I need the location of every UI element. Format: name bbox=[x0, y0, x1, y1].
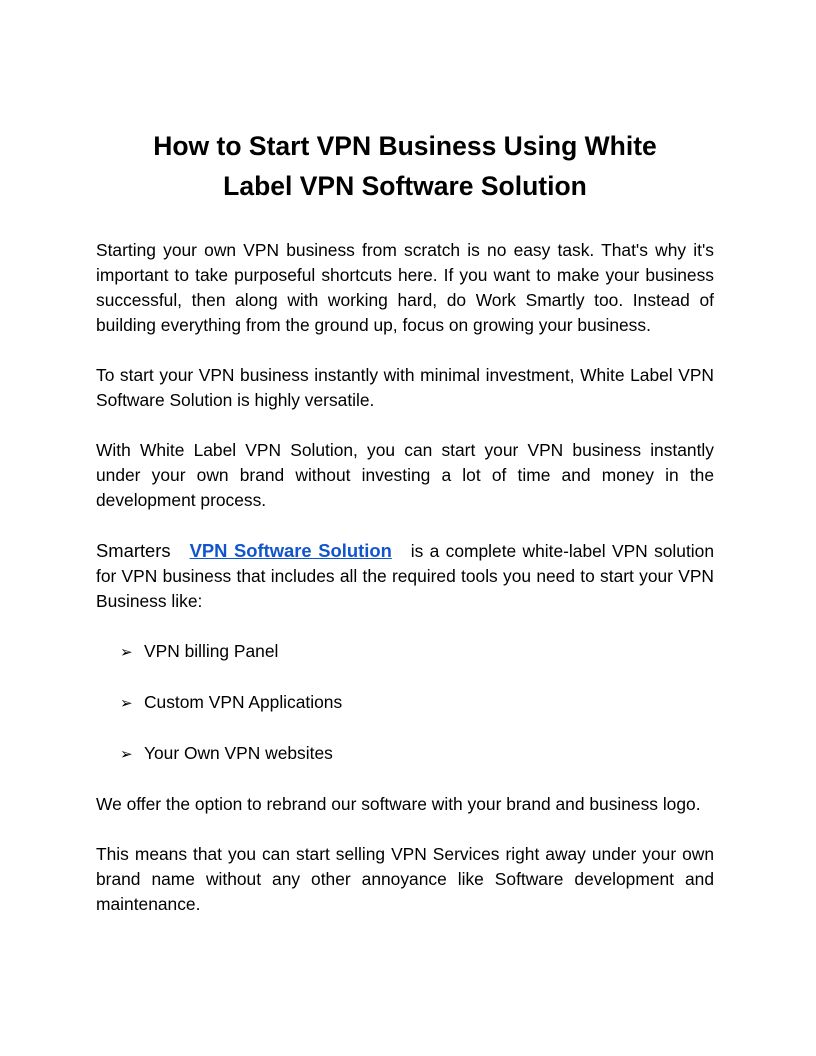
paragraph-brand: With White Label VPN Solution, you can start your VPN business instantly under your own brand without investing a lot of time and money in the development process. bbox=[96, 440, 714, 510]
paragraph-intro: Starting your own VPN business from scratch is no easy task. That's why it's important to take purposeful shortcuts here. If you want to make your business successful, then along with working hard, do Work Smartly too. Instead of building everything from the ground up, focus on growing your business. bbox=[96, 240, 714, 335]
document-body bbox=[96, 238, 714, 917]
smarters-prefix: Smarters bbox=[96, 540, 171, 561]
arrow-bullet-icon: ➢ bbox=[120, 644, 133, 661]
document-title bbox=[96, 126, 714, 206]
arrow-bullet-icon: ➢ bbox=[120, 695, 133, 712]
paragraph-smarters bbox=[96, 538, 714, 614]
list-item bbox=[120, 690, 714, 716]
feature-list bbox=[96, 639, 714, 767]
list-item bbox=[120, 639, 714, 665]
feature-label: Your Own VPN websites bbox=[144, 743, 333, 763]
paragraph-investment: To start your VPN business instantly with minimal investment, White Label VPN Software Solution is highly versatile. bbox=[96, 365, 714, 410]
smarters-suffix: is a complete white-label VPN solution for VPN business that includes all the required tools you need to start your VPN Business like: bbox=[96, 541, 715, 611]
paragraph-selling: This means that you can start selling VPN Services right away under your own brand name without any other annoyance like Software development and maintenance. bbox=[96, 844, 714, 914]
title-line-2: Label VPN Software Solution bbox=[223, 171, 587, 201]
feature-label: Custom VPN Applications bbox=[144, 692, 343, 712]
feature-label: VPN billing Panel bbox=[144, 641, 279, 661]
arrow-bullet-icon: ➢ bbox=[120, 746, 133, 763]
list-item bbox=[120, 741, 714, 767]
document-page bbox=[96, 126, 714, 942]
paragraph-rebrand: We offer the option to rebrand our software with your brand and business logo. bbox=[96, 794, 701, 814]
vpn-software-solution-link[interactable]: VPN Software Solution bbox=[189, 540, 392, 561]
title-line-1: How to Start VPN Business Using White bbox=[153, 131, 657, 161]
